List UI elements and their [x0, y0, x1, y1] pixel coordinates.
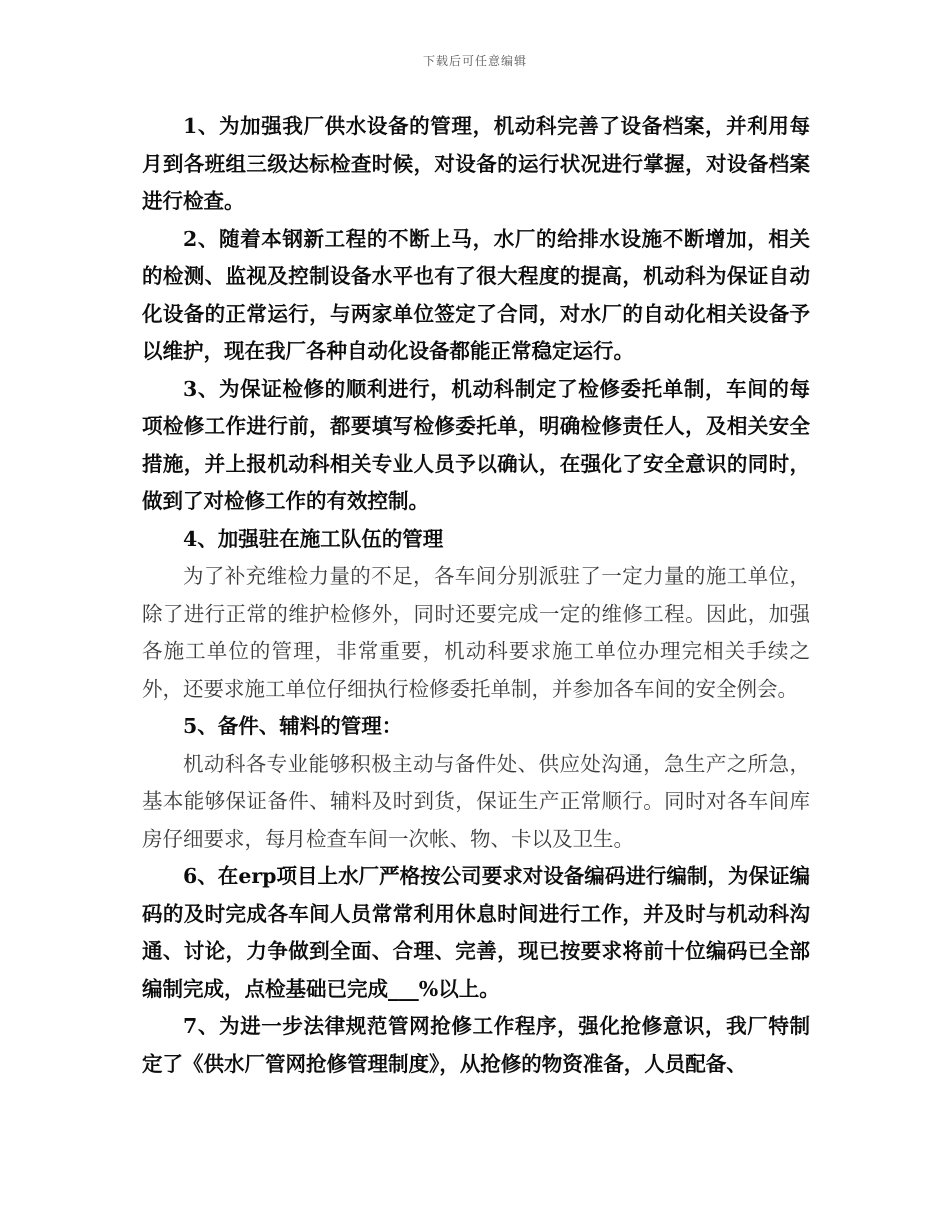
paragraph-4-heading: 4、加强驻在施工队伍的管理	[183, 526, 444, 551]
paragraph-3: 3、为保证检修的顺利进行，机动科制定了检修委托单制，车间的每项检修工作进行前，都要填写检修委托单，明确检修责任人，及相关安全措施，并上报机动科相关专业人员予以确认，在强化了安全意识的同时，做到了对检修工作的有效控制。	[142, 376, 810, 513]
paragraph-5-heading: 5、备件、辅料的管理：	[183, 714, 403, 738]
page-header: 下载后可任意编辑	[422, 54, 527, 68]
paragraph-2: 2、随着本钢新工程的不断上马，水厂的给排水设施不断增加，相关的检测、监视及控制设备水平也有了很大程度的提高，机动科为保证自动化设备的正常运行，与两家单位签定了合同，对水厂的自动化相关设备予以维护，现在我厂各种自动化设备都能正常稳定运行。	[142, 226, 810, 363]
paragraph-4-body: 为了补充维检力量的不足，各车间分别派驻了一定力量的施工单位，除了进行正常的维护检修外，同时还要完成一定的维修工程。因此，加强各施工单位的管理，非常重要，机动科要求施工单位办理完相关手续之外，还要求施工单位仔细执行检修委托单制，并参加各车间的安全例会。	[142, 564, 810, 701]
paragraph-5-body: 机动科各专业能够积极主动与备件处、供应处沟通，急生产之所急，基本能够保证备件、辅料及时到货，保证生产正常顺行。同时对各车间库房仔细要求，每月检查车间一次帐、物、卡以及卫生。	[142, 751, 810, 851]
paragraph-6: 6、在erp项目上水厂严格按公司要求对设备编码进行编制，为保证编码的及时完成各车间人员常常利用休息时间进行工作，并及时与机动科沟通、讨论，力争做到全面、合理、完善，现已按要求将前十位编码已全部编制完成，点检基础已完成___%以上。	[142, 864, 810, 1001]
document-body	[142, 108, 810, 1083]
paragraph-7: 7、为进一步法律规范管网抢修工作程序，强化抢修意识，我厂特制定了《供水厂管网抢修管理制度》，从抢修的物资准备，人员配备、	[142, 1014, 810, 1076]
paragraph-1: 1、为加强我厂供水设备的管理，机动科完善了设备档案，并利用每月到各班组三级达标检查时候，对设备的运行状况进行掌握，对设备档案进行检查。	[142, 114, 810, 213]
